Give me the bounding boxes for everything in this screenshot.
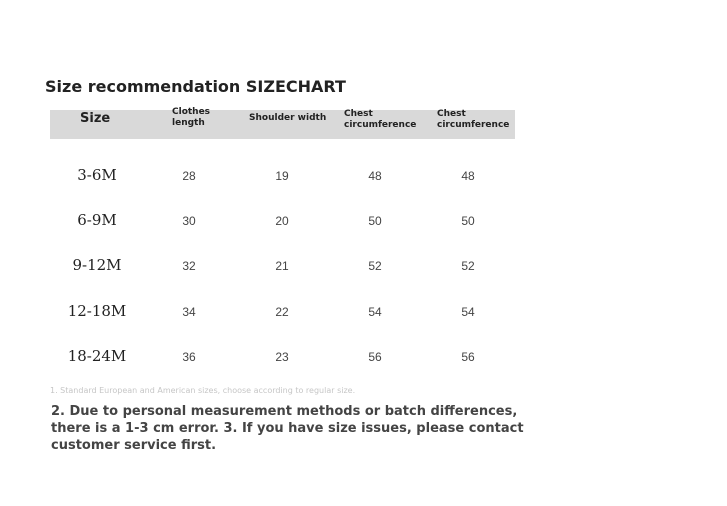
shoulder-width-cell: 23 bbox=[275, 350, 289, 364]
clothes-length-cell: 34 bbox=[182, 305, 196, 319]
clothes-length-cell: 28 bbox=[182, 169, 196, 183]
chest-cell-1: 52 bbox=[368, 259, 382, 273]
page-title: Size recommendation SIZECHART bbox=[45, 77, 346, 96]
measurement-note: 2. Due to personal measurement methods or batch differences, there is a 1-3 cm error. 3. If you have size issues, please contact customer service first. bbox=[51, 404, 524, 453]
chest-cell-1: 50 bbox=[368, 214, 382, 228]
shoulder-width-cell: 22 bbox=[275, 305, 289, 319]
table-row bbox=[0, 347, 727, 367]
chest-cell-1: 56 bbox=[368, 350, 382, 364]
chest-cell-2: 56 bbox=[461, 350, 475, 364]
clothes-length-cell: 36 bbox=[182, 350, 196, 364]
size-cell: 12-18M bbox=[67, 302, 127, 320]
chest-cell-2: 54 bbox=[461, 305, 475, 319]
size-cell: 9-12M bbox=[72, 256, 122, 274]
table-row bbox=[0, 166, 727, 186]
chest-cell-2: 48 bbox=[461, 169, 475, 183]
header-size: Size bbox=[80, 111, 111, 126]
clothes-length-cell: 32 bbox=[182, 259, 196, 273]
header-chest-circumference-2: Chest circumference bbox=[437, 109, 510, 130]
size-cell: 6-9M bbox=[77, 211, 117, 229]
table-row bbox=[0, 302, 727, 322]
chest-cell-2: 52 bbox=[461, 259, 475, 273]
shoulder-width-cell: 19 bbox=[275, 169, 289, 183]
chest-cell-1: 54 bbox=[368, 305, 382, 319]
header-clothes-length: Clothes length bbox=[172, 107, 211, 128]
chest-cell-2: 50 bbox=[461, 214, 475, 228]
table-row bbox=[0, 211, 727, 231]
size-cell: 18-24M bbox=[67, 347, 127, 365]
size-cell: 3-6M bbox=[77, 166, 117, 184]
clothes-length-cell: 30 bbox=[182, 214, 196, 228]
header-chest-circumference-1: Chest circumference bbox=[344, 109, 417, 130]
size-note: 1. Standard European and American sizes, choose according to regular size. bbox=[50, 386, 356, 395]
header-shoulder-width: Shoulder width bbox=[249, 113, 327, 123]
shoulder-width-cell: 21 bbox=[275, 259, 289, 273]
table-row bbox=[0, 256, 727, 276]
shoulder-width-cell: 20 bbox=[275, 214, 289, 228]
chest-cell-1: 48 bbox=[368, 169, 382, 183]
